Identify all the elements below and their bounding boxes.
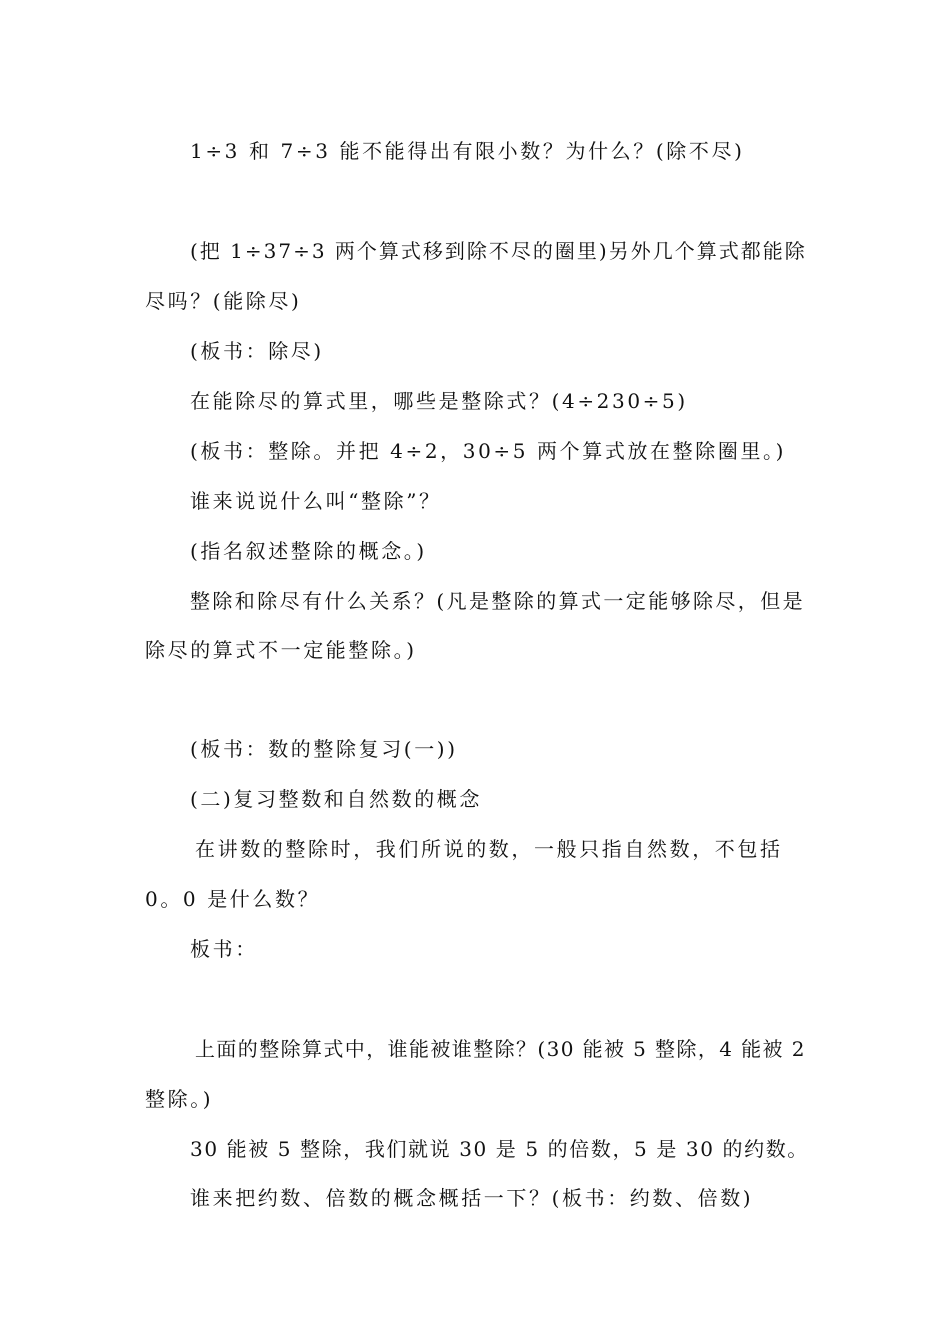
paragraph-line: (二)复习整数和自然数的概念	[190, 787, 483, 811]
paragraph-line: (板书：数的整除复习(一))	[190, 737, 458, 761]
paragraph-line: 30 能被 5 整除，我们就说 30 是 5 的倍数，5 是 30 的约数。	[190, 1137, 809, 1161]
paragraph-line: (指名叙述整除的概念。)	[190, 539, 427, 563]
paragraph-line: 上面的整除算式中，谁能被谁整除？(30 能被 5 整除，4 能被 2	[195, 1037, 806, 1061]
paragraph-line: 谁来把约数、倍数的概念概括一下？(板书：约数、倍数)	[190, 1186, 754, 1210]
paragraph-line: 板书：	[190, 937, 258, 961]
paragraph-line: (把 1÷37÷3 两个算式移到除不尽的圈里)另外几个算式都能除	[190, 239, 807, 263]
paragraph-line: 在能除尽的算式里，哪些是整除式？(4÷230÷5)	[190, 389, 688, 413]
paragraph-line: 谁来说说什么叫“整除”？	[190, 489, 442, 513]
paragraph-line: 在讲数的整除时，我们所说的数，一般只指自然数，不包括	[195, 837, 783, 861]
paragraph-line: 整除和除尽有什么关系？(凡是整除的算式一定能够除尽，但是	[190, 589, 806, 613]
paragraph-line: (板书：除尽)	[190, 339, 324, 363]
paragraph-line: 0。0 是什么数？	[145, 887, 321, 911]
paragraph-line: 尽吗？(能除尽)	[145, 289, 302, 313]
paragraph-line: 整除。)	[145, 1087, 214, 1111]
paragraph-line: 除尽的算式不一定能整除。)	[145, 638, 417, 662]
paragraph-line: 1÷3 和 7÷3 能不能得出有限小数？为什么？(除不尽)	[190, 139, 745, 163]
paragraph-line: (板书：整除。并把 4÷2，30÷5 两个算式放在整除圈里。)	[190, 439, 787, 463]
